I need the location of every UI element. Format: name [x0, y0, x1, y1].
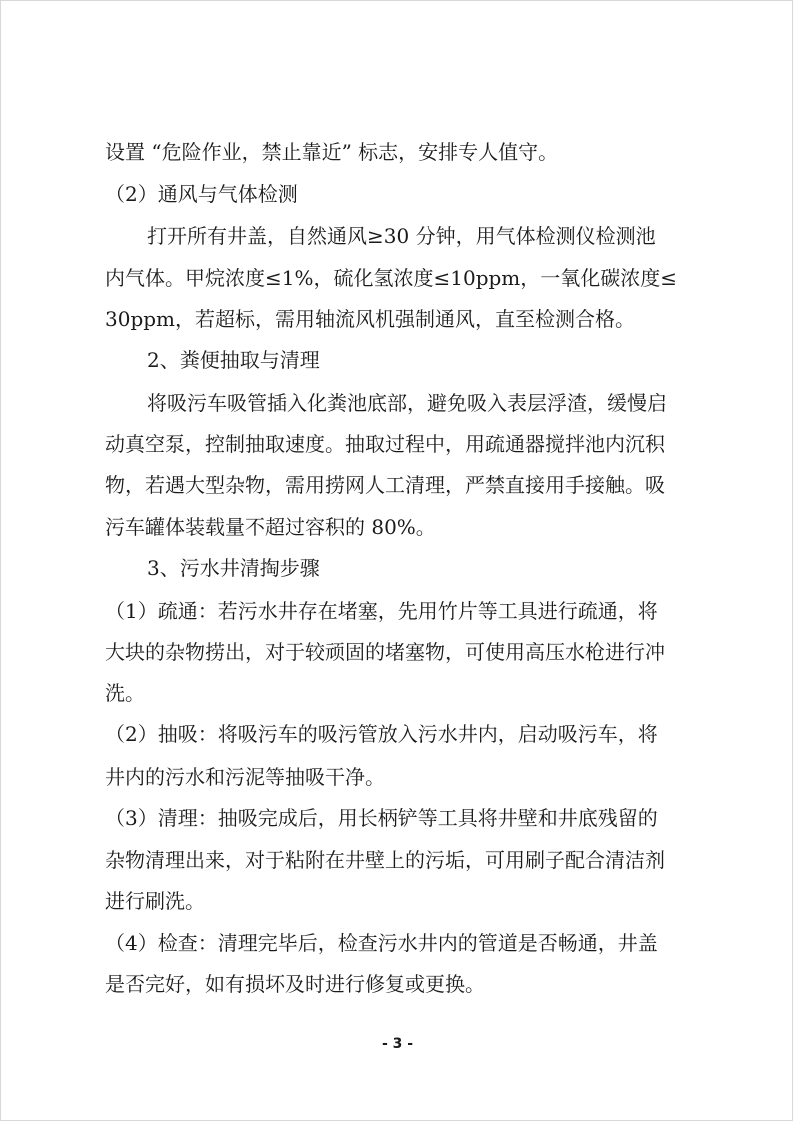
text-line: 大块的杂物捞出，对于较顽固的堵塞物，可使用高压水枪进行冲: [105, 640, 665, 664]
text-line: （4）检查：清理完毕后，检查污水井内的管道是否畅通，井盖: [105, 931, 658, 955]
page-number: - 3 -: [381, 1036, 414, 1052]
text-line: 设置 “危险作业，禁止靠近” 标志，安排专人值守。: [105, 140, 559, 164]
text-line: 杂物清理出来，对于粘附在井壁上的污垢，可用刷子配合清洁剂: [105, 848, 665, 872]
text-line: 进行刷洗。: [105, 889, 205, 913]
text-line: 是否完好，如有损坏及时进行修复或更换。: [105, 972, 485, 996]
text-line: 打开所有井盖，自然通风≥30 分钟，用气体检测仪检测池: [147, 224, 656, 248]
text-line: 污车罐体装载量不超过容积的 80%。: [105, 515, 436, 539]
section-heading: （2）通风与气体检测: [105, 182, 298, 206]
text-line: 动真空泵，控制抽取速度。抽取过程中，用疏通器搅拌池内沉积: [105, 432, 665, 456]
text-line: 将吸污车吸管插入化粪池底部，避免吸入表层浮渣，缓慢启: [147, 391, 667, 415]
text-line: （3）清理：抽吸完成后，用长柄铲等工具将井壁和井底残留的: [105, 806, 658, 830]
text-line: 内气体。甲烷浓度≤1%，硫化氢浓度≤10ppm，一氧化碳浓度≤: [105, 266, 678, 290]
section-heading: 2、粪便抽取与清理: [147, 348, 320, 372]
text-line: 30ppm，若超标，需用轴流风机强制通风，直至检测合格。: [105, 307, 636, 331]
text-line: 物，若遇大型杂物，需用捞网人工清理，严禁直接用手接触。吸: [105, 473, 665, 497]
section-heading: 3、污水井清掏步骤: [147, 556, 320, 580]
text-line: 井内的污水和污泥等抽吸干净。: [105, 765, 385, 789]
text-line: 洗。: [105, 681, 145, 705]
text-line: （1）疏通：若污水井存在堵塞，先用竹片等工具进行疏通，将: [105, 599, 658, 623]
text-line: （2）抽吸：将吸污车的吸污管放入污水井内，启动吸污车，将: [105, 722, 658, 746]
